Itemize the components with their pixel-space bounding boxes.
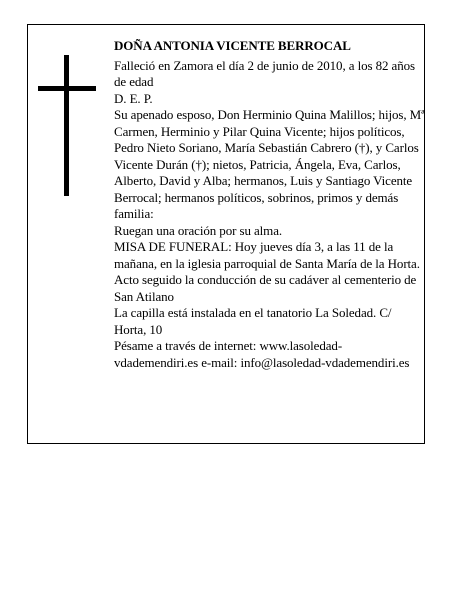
rip-line: D. E. P. [114,90,153,106]
obituary-text [114,38,426,371]
condolences-contact: Pésame a través de internet: www.lasoledad-vdademendiri.es e-mail: info@lasoledad-vdademendiri.es [114,338,410,370]
family-list: Su apenado esposo, Don Herminio Quina Malillos; hijos, Mª Carmen, Herminio y Pilar Quina Vicente; hijos políticos, Pedro Nieto Soriano, María Sebastián Cabrero (†), y Carlos Vicente Durán (†); nietos, Patricia, Ángela, Eva, Carlos, Alberto, David y Alba; hermanos, Luis y Santiago Vicente Berrocal; hermanos políticos, sobrinos, primos y demás familia: [114,107,425,221]
deceased-name: DOÑA ANTONIA VICENTE BERROCAL [114,38,351,53]
funeral-mass: MISA DE FUNERAL: Hoy jueves día 3, a las 11 de la mañana, en la iglesia parroquial de Santa María de la Horta. Acto seguido la conducción de su cadáver al cementerio de San Atilano [114,239,420,304]
chapel-location: La capilla está instalada en el tanatorio La Soledad. C/ Horta, 10 [114,305,392,337]
death-details: Falleció en Zamora el día 2 de junio de 2010, a los 82 años de edad [114,57,415,89]
prayer-request: Ruegan una oración por su alma. [114,222,283,238]
